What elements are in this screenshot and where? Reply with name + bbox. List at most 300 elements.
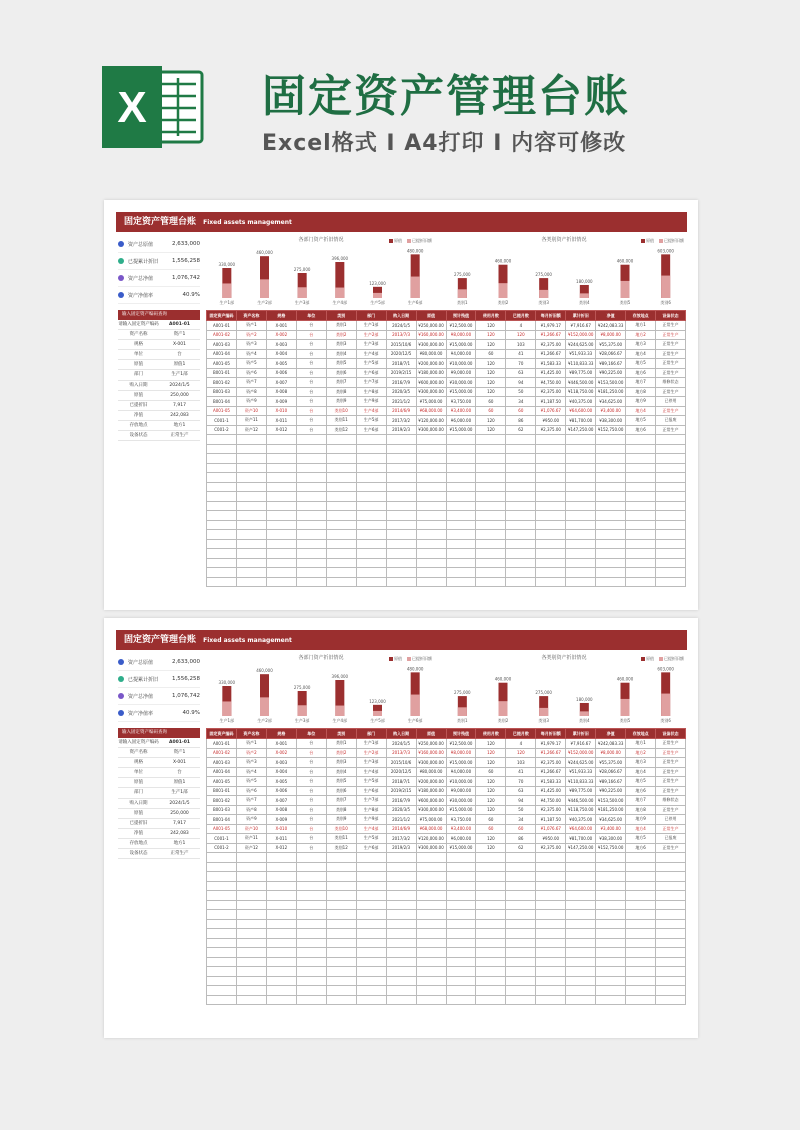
table-cell[interactable]: X-007 <box>266 378 296 388</box>
empty-cell[interactable] <box>416 967 446 977</box>
table-cell[interactable]: ¥1,425.00 <box>536 786 566 796</box>
table-cell[interactable]: 类别4 <box>326 349 356 359</box>
table-cell[interactable]: 生产3部 <box>356 758 386 768</box>
table-cell[interactable]: 4 <box>506 321 536 331</box>
empty-cell[interactable] <box>296 492 326 502</box>
table-cell[interactable]: 120 <box>476 387 506 397</box>
empty-cell[interactable] <box>536 900 566 910</box>
table-cell[interactable]: ¥8,000.00 <box>446 330 476 340</box>
empty-cell[interactable] <box>266 435 296 445</box>
table-cell[interactable]: 生产4部 <box>356 349 386 359</box>
empty-cell[interactable] <box>566 520 596 530</box>
empty-cell[interactable] <box>386 520 416 530</box>
table-cell[interactable]: ¥153,500.00 <box>596 796 626 806</box>
table-cell[interactable]: 120 <box>476 321 506 331</box>
table-cell[interactable]: 2019/2/15 <box>386 786 416 796</box>
table-cell[interactable]: ¥2,375.00 <box>536 843 566 853</box>
empty-cell[interactable] <box>236 558 266 568</box>
empty-cell[interactable] <box>566 967 596 977</box>
table-cell[interactable]: 台 <box>296 340 326 350</box>
table-cell[interactable]: ¥51,933.33 <box>566 349 596 359</box>
table-cell[interactable]: 正常生产 <box>656 321 686 331</box>
empty-cell[interactable] <box>416 473 446 483</box>
table-cell[interactable]: ¥6,000.00 <box>446 834 476 844</box>
empty-cell[interactable] <box>476 872 506 882</box>
empty-cell[interactable] <box>296 558 326 568</box>
table-cell[interactable]: 2013/7/3 <box>386 748 416 758</box>
empty-cell[interactable] <box>446 492 476 502</box>
table-cell[interactable]: ¥1,979.17 <box>536 739 566 749</box>
empty-cell[interactable] <box>656 919 686 929</box>
table-cell[interactable]: 类别3 <box>326 340 356 350</box>
table-cell[interactable]: 2017/3/2 <box>386 834 416 844</box>
empty-cell[interactable] <box>207 435 237 445</box>
empty-cell[interactable] <box>207 520 237 530</box>
empty-cell[interactable] <box>566 549 596 559</box>
empty-cell[interactable] <box>326 530 356 540</box>
empty-cell[interactable] <box>566 948 596 958</box>
table-cell[interactable]: 120 <box>476 777 506 787</box>
table-cell[interactable]: 台 <box>296 815 326 825</box>
table-cell[interactable]: A001-02 <box>207 748 237 758</box>
empty-cell[interactable] <box>326 872 356 882</box>
empty-cell[interactable] <box>656 577 686 587</box>
empty-cell[interactable] <box>296 967 326 977</box>
table-cell[interactable]: 生产5部 <box>356 834 386 844</box>
empty-cell[interactable] <box>596 872 626 882</box>
empty-cell[interactable] <box>476 473 506 483</box>
empty-cell[interactable] <box>416 948 446 958</box>
empty-cell[interactable] <box>446 435 476 445</box>
table-cell[interactable]: 地方6 <box>626 425 656 435</box>
empty-cell[interactable] <box>356 900 386 910</box>
table-cell[interactable]: X-001 <box>266 739 296 749</box>
empty-cell[interactable] <box>416 872 446 882</box>
empty-cell[interactable] <box>236 501 266 511</box>
empty-cell[interactable] <box>626 530 656 540</box>
table-cell[interactable]: X-007 <box>266 796 296 806</box>
empty-cell[interactable] <box>626 539 656 549</box>
table-cell[interactable]: ¥3,750.00 <box>446 397 476 407</box>
empty-cell[interactable] <box>446 957 476 967</box>
table-cell[interactable]: A001-05 <box>207 777 237 787</box>
empty-cell[interactable] <box>207 558 237 568</box>
table-cell[interactable]: 生产6部 <box>356 425 386 435</box>
empty-cell[interactable] <box>566 463 596 473</box>
empty-cell[interactable] <box>356 549 386 559</box>
table-cell[interactable]: 台 <box>296 406 326 416</box>
table-cell[interactable]: 类别7 <box>326 378 356 388</box>
table-cell[interactable]: 类别8 <box>326 387 356 397</box>
table-cell[interactable]: ¥1,187.50 <box>536 815 566 825</box>
empty-cell[interactable] <box>626 511 656 521</box>
table-cell[interactable]: 类别10 <box>326 824 356 834</box>
empty-cell[interactable] <box>626 444 656 454</box>
table-cell[interactable]: X-010 <box>266 824 296 834</box>
table-cell[interactable]: ¥3,400.00 <box>446 824 476 834</box>
empty-cell[interactable] <box>596 501 626 511</box>
empty-cell[interactable] <box>416 957 446 967</box>
empty-cell[interactable] <box>416 530 446 540</box>
table-cell[interactable]: 类别2 <box>326 748 356 758</box>
empty-cell[interactable] <box>356 929 386 939</box>
empty-cell[interactable] <box>236 463 266 473</box>
empty-cell[interactable] <box>356 853 386 863</box>
empty-cell[interactable] <box>536 558 566 568</box>
empty-cell[interactable] <box>266 568 296 578</box>
table-cell[interactable]: A001-01 <box>207 739 237 749</box>
empty-cell[interactable] <box>416 862 446 872</box>
empty-cell[interactable] <box>296 568 326 578</box>
empty-cell[interactable] <box>326 473 356 483</box>
table-cell[interactable]: 地方8 <box>626 805 656 815</box>
table-cell[interactable]: ¥4,000.00 <box>446 349 476 359</box>
empty-cell[interactable] <box>416 986 446 996</box>
table-cell[interactable]: ¥12,500.00 <box>446 739 476 749</box>
table-cell[interactable]: 资产9 <box>236 815 266 825</box>
table-cell[interactable]: 生产5部 <box>356 777 386 787</box>
table-cell[interactable]: 62 <box>506 843 536 853</box>
empty-cell[interactable] <box>476 568 506 578</box>
table-cell[interactable]: X-005 <box>266 359 296 369</box>
table-cell[interactable]: ¥38,300.00 <box>596 834 626 844</box>
empty-cell[interactable] <box>566 862 596 872</box>
empty-cell[interactable] <box>626 435 656 445</box>
empty-cell[interactable] <box>476 454 506 464</box>
table-cell[interactable]: 2015/10/6 <box>386 340 416 350</box>
table-cell[interactable]: ¥89,166.67 <box>596 359 626 369</box>
table-cell[interactable]: 资产1 <box>236 739 266 749</box>
table-cell[interactable]: ¥152,000.00 <box>566 330 596 340</box>
empty-cell[interactable] <box>566 501 596 511</box>
table-cell[interactable]: ¥1,076.67 <box>536 824 566 834</box>
empty-cell[interactable] <box>626 568 656 578</box>
empty-cell[interactable] <box>566 995 596 1005</box>
empty-cell[interactable] <box>536 938 566 948</box>
empty-cell[interactable] <box>566 539 596 549</box>
table-cell[interactable]: 类别3 <box>326 758 356 768</box>
empty-cell[interactable] <box>386 577 416 587</box>
table-cell[interactable]: ¥244,625.00 <box>566 758 596 768</box>
empty-cell[interactable] <box>416 910 446 920</box>
empty-cell[interactable] <box>596 577 626 587</box>
table-cell[interactable]: ¥118,750.00 <box>566 805 596 815</box>
table-cell[interactable]: 地方6 <box>626 843 656 853</box>
table-cell[interactable]: 资产2 <box>236 330 266 340</box>
table-cell[interactable]: ¥250,000.00 <box>416 321 446 331</box>
empty-cell[interactable] <box>326 948 356 958</box>
empty-cell[interactable] <box>476 539 506 549</box>
empty-cell[interactable] <box>656 501 686 511</box>
table-cell[interactable]: ¥1,266.67 <box>536 748 566 758</box>
empty-cell[interactable] <box>207 568 237 578</box>
empty-cell[interactable] <box>236 919 266 929</box>
empty-cell[interactable] <box>356 957 386 967</box>
empty-cell[interactable] <box>626 948 656 958</box>
empty-cell[interactable] <box>386 891 416 901</box>
table-cell[interactable]: ¥90,225.00 <box>596 368 626 378</box>
empty-cell[interactable] <box>207 995 237 1005</box>
empty-cell[interactable] <box>386 995 416 1005</box>
table-cell[interactable]: B001-01 <box>207 786 237 796</box>
empty-cell[interactable] <box>236 482 266 492</box>
table-cell[interactable]: 地方5 <box>626 834 656 844</box>
empty-cell[interactable] <box>266 881 296 891</box>
table-cell[interactable]: 资产7 <box>236 796 266 806</box>
empty-cell[interactable] <box>207 501 237 511</box>
empty-cell[interactable] <box>207 976 237 986</box>
empty-cell[interactable] <box>207 444 237 454</box>
empty-cell[interactable] <box>656 473 686 483</box>
table-cell[interactable]: 120 <box>476 786 506 796</box>
table-cell[interactable]: X-008 <box>266 387 296 397</box>
table-cell[interactable]: 地方7 <box>626 796 656 806</box>
table-cell[interactable]: 2019/2/3 <box>386 425 416 435</box>
table-cell[interactable]: ¥9,000.00 <box>446 786 476 796</box>
empty-cell[interactable] <box>446 948 476 958</box>
table-cell[interactable]: ¥3,400.00 <box>596 406 626 416</box>
empty-cell[interactable] <box>446 482 476 492</box>
table-cell[interactable]: 2014/6/9 <box>386 824 416 834</box>
empty-cell[interactable] <box>656 520 686 530</box>
empty-cell[interactable] <box>536 881 566 891</box>
table-cell[interactable]: 地方2 <box>626 330 656 340</box>
empty-cell[interactable] <box>386 919 416 929</box>
empty-cell[interactable] <box>536 986 566 996</box>
empty-cell[interactable] <box>506 891 536 901</box>
empty-cell[interactable] <box>566 492 596 502</box>
empty-cell[interactable] <box>566 577 596 587</box>
empty-cell[interactable] <box>386 957 416 967</box>
table-cell[interactable]: 资产1 <box>236 321 266 331</box>
empty-cell[interactable] <box>266 511 296 521</box>
empty-cell[interactable] <box>266 995 296 1005</box>
empty-cell[interactable] <box>326 454 356 464</box>
table-cell[interactable]: 2015/10/6 <box>386 758 416 768</box>
empty-cell[interactable] <box>236 986 266 996</box>
table-cell[interactable]: ¥64,600.00 <box>566 824 596 834</box>
table-cell[interactable]: 维修状态 <box>656 796 686 806</box>
table-cell[interactable]: 台 <box>296 321 326 331</box>
table-cell[interactable]: 2016/7/9 <box>386 378 416 388</box>
empty-cell[interactable] <box>326 891 356 901</box>
empty-cell[interactable] <box>476 938 506 948</box>
empty-cell[interactable] <box>207 862 237 872</box>
empty-cell[interactable] <box>296 948 326 958</box>
empty-cell[interactable] <box>596 919 626 929</box>
table-cell[interactable]: 120 <box>476 330 506 340</box>
empty-cell[interactable] <box>536 853 566 863</box>
table-cell[interactable]: 120 <box>476 378 506 388</box>
empty-cell[interactable] <box>506 473 536 483</box>
empty-cell[interactable] <box>266 967 296 977</box>
empty-cell[interactable] <box>566 853 596 863</box>
empty-cell[interactable] <box>236 577 266 587</box>
table-cell[interactable]: 生产8部 <box>356 387 386 397</box>
empty-cell[interactable] <box>566 891 596 901</box>
table-cell[interactable]: ¥152,750.00 <box>596 843 626 853</box>
table-cell[interactable]: X-003 <box>266 340 296 350</box>
table-cell[interactable]: 维修状态 <box>656 378 686 388</box>
empty-cell[interactable] <box>356 454 386 464</box>
table-cell[interactable]: ¥28,066.67 <box>596 349 626 359</box>
empty-cell[interactable] <box>536 435 566 445</box>
empty-cell[interactable] <box>416 853 446 863</box>
empty-cell[interactable] <box>236 539 266 549</box>
empty-cell[interactable] <box>446 444 476 454</box>
empty-cell[interactable] <box>626 463 656 473</box>
table-cell[interactable]: 41 <box>506 349 536 359</box>
table-cell[interactable]: X-002 <box>266 748 296 758</box>
table-cell[interactable]: 资产9 <box>236 397 266 407</box>
empty-cell[interactable] <box>476 853 506 863</box>
empty-cell[interactable] <box>596 454 626 464</box>
empty-cell[interactable] <box>536 872 566 882</box>
table-cell[interactable]: 生产6部 <box>356 368 386 378</box>
table-cell[interactable]: 类别5 <box>326 777 356 787</box>
empty-cell[interactable] <box>236 454 266 464</box>
table-cell[interactable]: 正常生产 <box>656 368 686 378</box>
table-cell[interactable]: 正常生产 <box>656 748 686 758</box>
empty-cell[interactable] <box>656 986 686 996</box>
table-cell[interactable]: 台 <box>296 359 326 369</box>
empty-cell[interactable] <box>476 577 506 587</box>
empty-cell[interactable] <box>207 957 237 967</box>
empty-cell[interactable] <box>656 891 686 901</box>
table-cell[interactable]: ¥300,000.00 <box>416 425 446 435</box>
empty-cell[interactable] <box>266 862 296 872</box>
empty-cell[interactable] <box>506 872 536 882</box>
empty-cell[interactable] <box>207 900 237 910</box>
empty-cell[interactable] <box>596 511 626 521</box>
empty-cell[interactable] <box>416 511 446 521</box>
empty-cell[interactable] <box>626 929 656 939</box>
empty-cell[interactable] <box>416 568 446 578</box>
table-cell[interactable]: 正常生产 <box>656 739 686 749</box>
empty-cell[interactable] <box>356 520 386 530</box>
table-cell[interactable]: ¥3,400.00 <box>596 824 626 834</box>
table-cell[interactable]: 地方1 <box>626 321 656 331</box>
empty-cell[interactable] <box>386 872 416 882</box>
empty-cell[interactable] <box>386 948 416 958</box>
empty-cell[interactable] <box>207 986 237 996</box>
empty-cell[interactable] <box>386 976 416 986</box>
empty-cell[interactable] <box>356 862 386 872</box>
empty-cell[interactable] <box>207 919 237 929</box>
empty-cell[interactable] <box>536 530 566 540</box>
empty-cell[interactable] <box>536 976 566 986</box>
table-cell[interactable]: 60 <box>506 824 536 834</box>
table-cell[interactable]: ¥38,300.00 <box>596 416 626 426</box>
empty-cell[interactable] <box>386 444 416 454</box>
table-cell[interactable]: 2020/3/5 <box>386 387 416 397</box>
empty-cell[interactable] <box>596 492 626 502</box>
empty-cell[interactable] <box>356 995 386 1005</box>
table-cell[interactable]: 地方8 <box>626 387 656 397</box>
empty-cell[interactable] <box>626 473 656 483</box>
empty-cell[interactable] <box>566 910 596 920</box>
empty-cell[interactable] <box>356 919 386 929</box>
table-cell[interactable]: 120 <box>476 416 506 426</box>
empty-cell[interactable] <box>236 995 266 1005</box>
table-cell[interactable]: 34 <box>506 397 536 407</box>
empty-cell[interactable] <box>326 995 356 1005</box>
table-cell[interactable]: ¥1,583.33 <box>536 359 566 369</box>
empty-cell[interactable] <box>656 435 686 445</box>
table-cell[interactable]: 生产5部 <box>356 416 386 426</box>
table-cell[interactable]: ¥181,250.00 <box>596 805 626 815</box>
empty-cell[interactable] <box>356 872 386 882</box>
table-cell[interactable]: 120 <box>476 796 506 806</box>
empty-cell[interactable] <box>266 976 296 986</box>
empty-cell[interactable] <box>207 948 237 958</box>
empty-cell[interactable] <box>296 473 326 483</box>
empty-cell[interactable] <box>596 976 626 986</box>
empty-cell[interactable] <box>207 549 237 559</box>
table-cell[interactable]: ¥1,425.00 <box>536 368 566 378</box>
empty-cell[interactable] <box>416 900 446 910</box>
empty-cell[interactable] <box>446 938 476 948</box>
empty-cell[interactable] <box>656 862 686 872</box>
table-cell[interactable]: A001-01 <box>207 321 237 331</box>
empty-cell[interactable] <box>596 862 626 872</box>
table-cell[interactable]: 60 <box>476 397 506 407</box>
table-cell[interactable]: 资产11 <box>236 834 266 844</box>
empty-cell[interactable] <box>236 891 266 901</box>
table-cell[interactable]: ¥8,000.00 <box>596 330 626 340</box>
empty-cell[interactable] <box>506 463 536 473</box>
empty-cell[interactable] <box>386 549 416 559</box>
table-cell[interactable]: ¥89,775.00 <box>566 368 596 378</box>
empty-cell[interactable] <box>566 511 596 521</box>
empty-cell[interactable] <box>566 444 596 454</box>
empty-cell[interactable] <box>386 501 416 511</box>
empty-cell[interactable] <box>626 891 656 901</box>
empty-cell[interactable] <box>326 482 356 492</box>
empty-cell[interactable] <box>506 501 536 511</box>
empty-cell[interactable] <box>296 853 326 863</box>
table-cell[interactable]: ¥51,933.33 <box>566 767 596 777</box>
empty-cell[interactable] <box>296 995 326 1005</box>
table-cell[interactable]: 类别12 <box>326 425 356 435</box>
table-cell[interactable]: 资产10 <box>236 824 266 834</box>
empty-cell[interactable] <box>536 862 566 872</box>
empty-cell[interactable] <box>596 891 626 901</box>
empty-cell[interactable] <box>536 891 566 901</box>
empty-cell[interactable] <box>596 929 626 939</box>
empty-cell[interactable] <box>476 558 506 568</box>
empty-cell[interactable] <box>596 853 626 863</box>
empty-cell[interactable] <box>446 929 476 939</box>
table-cell[interactable]: ¥55,375.00 <box>596 340 626 350</box>
table-cell[interactable]: 类别12 <box>326 843 356 853</box>
table-cell[interactable]: 2017/3/2 <box>386 416 416 426</box>
empty-cell[interactable] <box>506 577 536 587</box>
table-cell[interactable]: 地方3 <box>626 758 656 768</box>
table-cell[interactable]: 63 <box>506 368 536 378</box>
empty-cell[interactable] <box>476 435 506 445</box>
table-cell[interactable]: 台 <box>296 805 326 815</box>
empty-cell[interactable] <box>207 530 237 540</box>
empty-cell[interactable] <box>296 444 326 454</box>
empty-cell[interactable] <box>207 473 237 483</box>
table-cell[interactable]: ¥2,375.00 <box>536 425 566 435</box>
empty-cell[interactable] <box>506 520 536 530</box>
empty-cell[interactable] <box>506 995 536 1005</box>
empty-cell[interactable] <box>296 986 326 996</box>
table-cell[interactable]: ¥300,000.00 <box>416 387 446 397</box>
table-cell[interactable]: 台 <box>296 425 326 435</box>
